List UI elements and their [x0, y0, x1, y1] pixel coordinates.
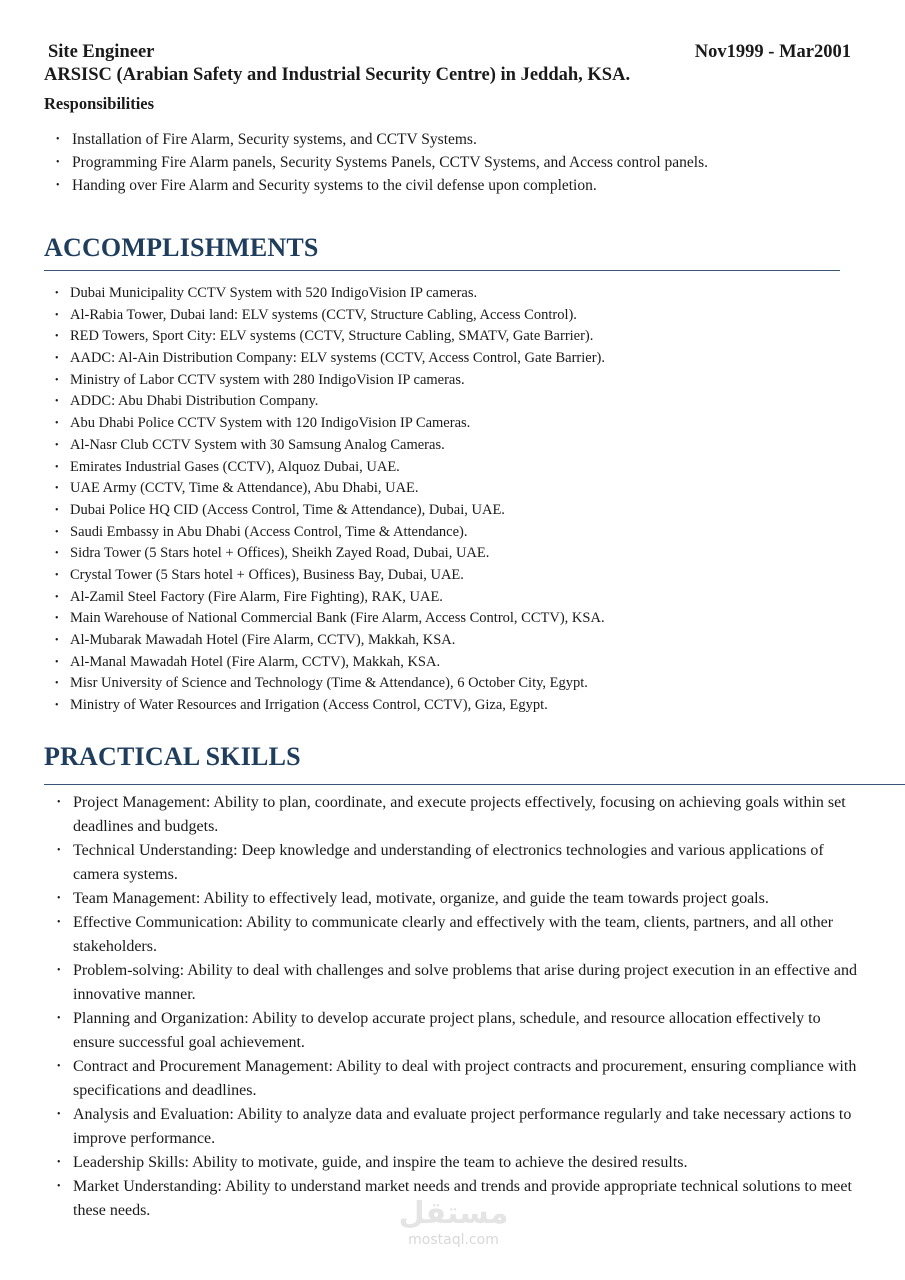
- company-name: ARSISC (Arabian Safety and Industrial Security Centre) in Jeddah, KSA.: [44, 65, 631, 85]
- list-item: • Al-Manal Mawadah Hotel (Fire Alarm, CCTV), Makkah, KSA.: [70, 652, 605, 674]
- watermark-logo: مستقل: [398, 1196, 509, 1231]
- list-item: • Emirates Industrial Gases (CCTV), Alquoz Dubai, UAE.: [70, 457, 605, 479]
- list-item: • Saudi Embassy in Abu Dhabi (Access Control, Time & Attendance).: [70, 522, 605, 544]
- list-item: • Contract and Procurement Management: Ability to deal with project contracts and procurement, ensuring compliance with specifications and deadlines.: [73, 1055, 863, 1103]
- list-item: • Al-Mubarak Mawadah Hotel (Fire Alarm, CCTV), Makkah, KSA.: [70, 630, 605, 652]
- list-item: • Leadership Skills: Ability to motivate, guide, and inspire the team to achieve the desired results.: [73, 1151, 863, 1175]
- list-item: • Misr University of Science and Technology (Time & Attendance), 6 October City, Egypt.: [70, 673, 605, 695]
- list-item: • AADC: Al-Ain Distribution Company: ELV systems (CCTV, Access Control, Gate Barrier).: [70, 348, 605, 370]
- list-item: • Project Management: Ability to plan, coordinate, and execute projects effectively, focusing on achieving goals within set deadlines and budgets.: [73, 791, 863, 839]
- watermark: [396, 1196, 511, 1256]
- watermark-text: mostaql.com: [408, 1232, 499, 1248]
- list-item: • Sidra Tower (5 Stars hotel + Offices), Sheikh Zayed Road, Dubai, UAE.: [70, 543, 605, 565]
- list-item: • Installation of Fire Alarm, Security systems, and CCTV Systems.: [72, 128, 708, 151]
- list-item: • Ministry of Labor CCTV system with 280 IndigoVision IP cameras.: [70, 370, 605, 392]
- practical-skills-heading: PRACTICAL SKILLS: [44, 742, 301, 771]
- section-divider: [44, 270, 840, 271]
- list-item: • Planning and Organization: Ability to develop accurate project plans, schedule, and resource allocation effectively to ensure successful goal achievement.: [73, 1007, 863, 1055]
- list-item: • RED Towers, Sport City: ELV systems (CCTV, Structure Cabling, SMATV, Gate Barrier).: [70, 326, 605, 348]
- list-item: • Dubai Police HQ CID (Access Control, Time & Attendance), Dubai, UAE.: [70, 500, 605, 522]
- list-item: • Dubai Municipality CCTV System with 520 IndigoVision IP cameras.: [70, 283, 605, 305]
- responsibilities-heading: Responsibilities: [44, 94, 155, 113]
- list-item: • Technical Understanding: Deep knowledge and understanding of electronics technologies and various applications of camera systems.: [73, 839, 863, 887]
- list-item: • Analysis and Evaluation: Ability to analyze data and evaluate project performance regularly and take necessary actions to improve performance.: [73, 1103, 863, 1151]
- list-item: • Main Warehouse of National Commercial Bank (Fire Alarm, Access Control, CCTV), KSA.: [70, 608, 605, 630]
- list-item: • UAE Army (CCTV, Time & Attendance), Abu Dhabi, UAE.: [70, 478, 605, 500]
- job-title: Site Engineer: [48, 42, 155, 62]
- section-divider: [44, 784, 905, 785]
- list-item: • Problem-solving: Ability to deal with challenges and solve problems that arise during project execution in an effective and innovative manner.: [73, 959, 863, 1007]
- job-dates: Nov1999 - Mar2001: [694, 42, 851, 62]
- list-item: • Programming Fire Alarm panels, Security Systems Panels, CCTV Systems, and Access control panels.: [72, 151, 708, 174]
- skills-list: [73, 791, 863, 1223]
- list-item: • Effective Communication: Ability to communicate clearly and effectively with the team, clients, partners, and all other stakeholders.: [73, 911, 863, 959]
- list-item: • Market Understanding: Ability to understand market needs and trends and provide appropriate technical solutions to meet these needs.: [73, 1175, 863, 1223]
- job-header: [48, 42, 851, 64]
- list-item: • Team Management: Ability to effectively lead, motivate, organize, and guide the team towards project goals.: [73, 887, 863, 911]
- list-item: • Crystal Tower (5 Stars hotel + Offices), Business Bay, Dubai, UAE.: [70, 565, 605, 587]
- list-item: • Al-Zamil Steel Factory (Fire Alarm, Fire Fighting), RAK, UAE.: [70, 587, 605, 609]
- list-item: • Ministry of Water Resources and Irrigation (Access Control, CCTV), Giza, Egypt.: [70, 695, 605, 717]
- accomplishments-heading: ACCOMPLISHMENTS: [44, 233, 319, 262]
- list-item: • ADDC: Abu Dhabi Distribution Company.: [70, 391, 605, 413]
- accomplishments-list: [70, 283, 605, 717]
- list-item: • Handing over Fire Alarm and Security systems to the civil defense upon completion.: [72, 174, 708, 197]
- list-item: • Abu Dhabi Police CCTV System with 120 IndigoVision IP Cameras.: [70, 413, 605, 435]
- list-item: • Al-Rabia Tower, Dubai land: ELV systems (CCTV, Structure Cabling, Access Control).: [70, 305, 605, 327]
- responsibilities-list: [72, 128, 708, 197]
- list-item: • Al-Nasr Club CCTV System with 30 Samsung Analog Cameras.: [70, 435, 605, 457]
